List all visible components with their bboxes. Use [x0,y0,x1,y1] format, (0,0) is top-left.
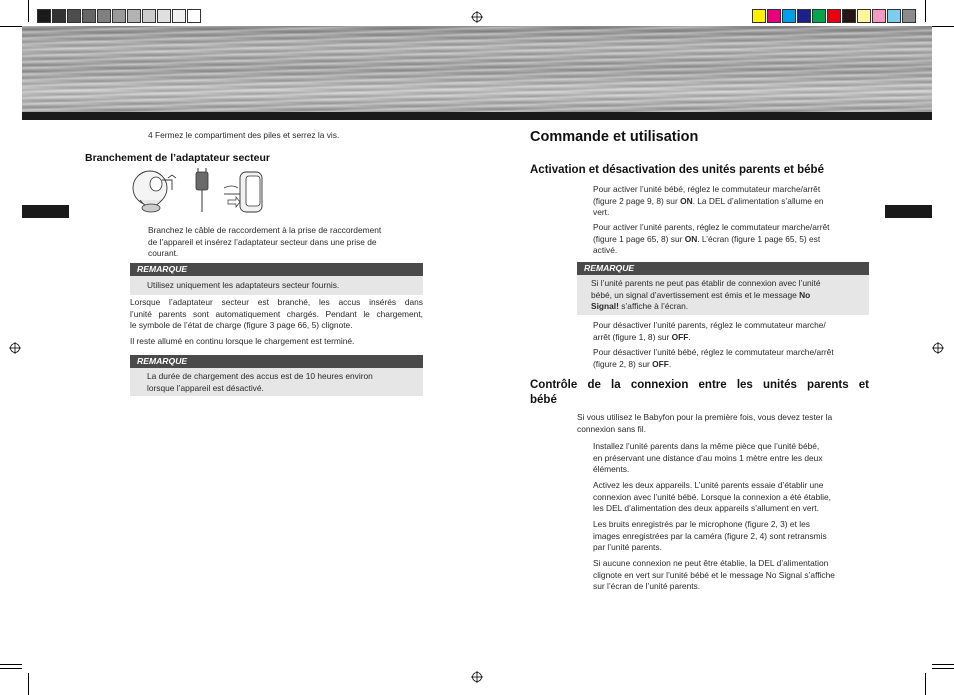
note-header: REMARQUE [130,355,423,368]
gray-swatch [97,9,111,23]
gray-swatch [37,9,51,23]
header-texture-band [22,26,932,113]
page-title: Commande et utilisation [530,129,699,145]
crop-mark [0,664,22,665]
color-swatch [857,9,871,23]
note-body [130,368,423,396]
color-swatch [902,9,916,23]
color-swatch [752,9,766,23]
subtitle-connection-check: Contrôle de la connexion entre les unités parents et bébé [530,379,869,406]
registration-mark-icon [932,342,944,354]
note-text-line: Si l’unité parents ne peut pas établir de connexion avec l’unité [591,278,821,288]
page-side-tab-right [885,205,932,218]
gray-swatch [52,9,66,23]
header-dark-strip [22,112,932,120]
gray-swatch [112,9,126,23]
registration-mark-icon [9,342,21,354]
note-text-line: Signal! s’affiche à l’écran. [591,301,689,311]
note-header: REMARQUE [130,263,423,276]
deactivate-baby-paragraph: Pour désactiver l’unité bébé, réglez le commutateur marche/arrêt (figure 2, 8) sur OFF. [593,347,834,369]
crop-mark [0,26,22,27]
crop-mark [932,26,954,27]
crop-mark [28,673,29,695]
subtitle-activation: Activation et désactivation des unités parents et bébé [530,164,824,176]
gray-swatch [142,9,156,23]
gray-swatch [172,9,186,23]
activate-baby-paragraph: Pour activer l’unité bébé, réglez le commutateur marche/arrêt (figure 2 page 9, 8) sur ON. La DEL d’alimentation s’allume en vert. [593,184,824,217]
note-text: Utilisez uniquement les adaptateurs secteur fournis. [147,280,340,290]
step-install-paragraph: Installez l’unité parents dans la même pièce que l’unité bébé, en préservant une distance d’au moins 1 mètre entre les deux éléments. [593,441,823,474]
color-swatch [767,9,781,23]
note-header: REMARQUE [577,262,869,275]
section-title-adapter: Branchement de l’adaptateur secteur [85,152,270,164]
color-swatch [842,9,856,23]
note-body [577,275,869,315]
lit-paragraph: Il reste allumé en continu lorsque le chargement est terminé. [130,336,355,346]
color-swatch [782,9,796,23]
registration-mark-icon [471,671,483,683]
crop-mark [28,0,29,22]
gray-swatch [82,9,96,23]
crop-mark [932,664,954,665]
crop-mark [932,668,954,669]
note-text-line: bébé, un signal d’avertissement est émis et le message No [591,289,811,300]
step-activate-paragraph: Activez les deux appareils. L’unité parents essaie d’établir une connexion avec l’unité bébé. Lorsque la connexion a été établie, les DEL d’alimentation des deux appareils s’allument en vert. [593,480,831,513]
color-swatch [872,9,886,23]
step-4-text: 4 Fermez le compartiment des piles et serrez la vis. [148,130,340,140]
charging-paragraph: Lorsque l’adaptateur secteur est branché, les accus insérés dans l’unité parents sont automatiquement chargés. Pendant le chargement, le symbole de l’état de charge (figure 3 page 66, 5) clignote. [130,297,423,330]
step-sounds-paragraph: Les bruits enregistrés par le microphone (figure 2, 3) et les images enregistrées par la caméra (figure 2, 4) sont retransmis par l’unité parents. [593,519,827,552]
crop-mark [0,668,22,669]
crop-mark [925,673,926,695]
page-side-tab-left [22,205,69,218]
gray-swatch [67,9,81,23]
note-text-line: lorsque l’appareil est désactivé. [147,382,264,393]
deactivate-parent-paragraph: Pour désactiver l’unité parents, réglez le commutateur marche/ arrêt (figure 1, 8) sur OFF. [593,320,826,342]
color-swatch [887,9,901,23]
color-swatch [797,9,811,23]
connect-instructions: Branchez le câble de raccordement à la prise de raccordement de l’appareil et insérez l’adaptateur secteur dans une prise de courant. [148,225,382,258]
crop-mark [925,0,926,22]
color-swatch [827,9,841,23]
adapter-illustration [128,166,270,218]
note-text-line: La durée de chargement des accus est de 10 heures environ [147,371,373,381]
activate-parent-paragraph: Pour activer l’unité parents, réglez le commutateur marche/arrêt (figure 1 page 65, 8) sur ON. L’écran (figure 1 page 65, 5) est activé. [593,222,830,255]
step-no-connection-paragraph: Si aucune connexion ne peut être établie, la DEL d’alimentation clignote en vert sur l’unité bébé et le message No Signal s’affiche sur l’écran de l’unité parents. [593,558,835,591]
gray-swatch [157,9,171,23]
intro-paragraph: Si vous utilisez le Babyfon pour la première fois, vous devez tester la connexion sans fil. [577,412,833,434]
gray-swatch [127,9,141,23]
registration-mark-icon [471,11,483,23]
gray-swatch [187,9,201,23]
note-body [130,276,423,295]
color-swatch [812,9,826,23]
